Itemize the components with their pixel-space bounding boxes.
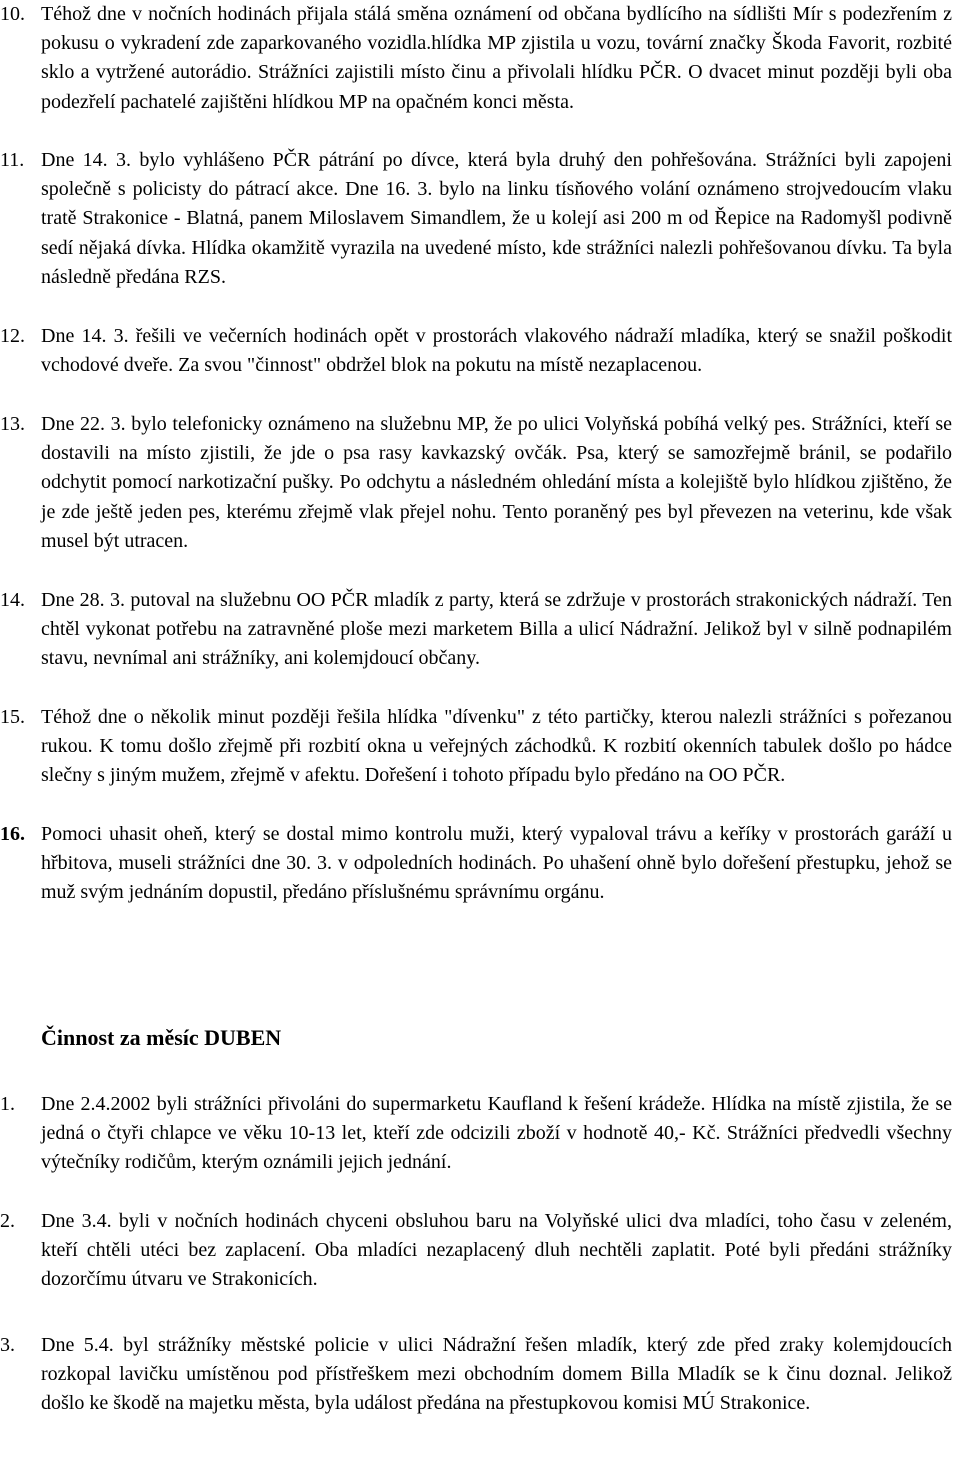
item-text: Dne 5.4. byl strážníky městské policie v ulici Nádražní řešen mladík, který zde před zraky kolemjdoucích rozkopal lavičku umístěnou pod přístřeškem mezi obchodním domem Billa Mladík se k činu doznal. Jelikož došlo ke škodě na majetku města, byla událost předána na přestupkovou komisi MÚ Strakonice.	[41, 1334, 952, 1415]
item-number: 13.	[0, 413, 25, 435]
item-text: Pomoci uhasit oheň, který se dostal mimo kontrolu muži, který vypaloval trávu a keříky v prostorách garáží u hřbitova, museli strážníci dne 30. 3. v odpoledních hodinách. Po uhašení ohně bylo dořešení přestupku, jehož se muž svým jednáním dopustil, předáno příslušnému správnímu orgánu.	[41, 823, 952, 904]
item-number: 14.	[0, 589, 25, 611]
item-number: 3.	[0, 1334, 15, 1356]
list-item-14	[0, 586, 952, 674]
item-text: Dne 3.4. byli v nočních hodinách chyceni obsluhou baru na Volyňské ulici dva mladíci, toho času v zeleném, kteří chtěli utéci bez zaplacení. Oba mladíci nezaplacený dluh nechtěli zaplatit. Poté byli předáni strážníky dozorčímu útvaru ve Strakonicích.	[41, 1210, 952, 1291]
list-item-15	[0, 703, 952, 791]
list-item-13	[0, 410, 952, 556]
list-item-10	[0, 0, 952, 117]
item-number: 10.	[0, 3, 25, 25]
item-text: Dne 14. 3. bylo vyhlášeno PČR pátrání po dívce, která byla druhý den pohřešována. Strážníci byli zapojeni společně s policisty do pátrací akce. Dne 16. 3. bylo na linku tísňového volání oznámeno strojvedoucím vlaku tratě Strakonice - Blatná, panem Miloslavem Simandlem, že u kolejí asi 200 m od Řepice na Radomyšl podivně sedí nějaká dívka. Hlídka okamžitě vyrazila na uvedené místo, kde strážníci nalezli pohřešovanou dívku. Ta byla následně předána RZS.	[41, 149, 952, 288]
item-text: Dne 14. 3. řešili ve večerních hodinách opět v prostorách vlakového nádraží mladíka, který se snažil poškodit vchodové dveře. Za svou "činnost" obdržel blok na pokutu na místě nezaplacenou.	[41, 325, 952, 377]
item-number: 11.	[0, 149, 25, 171]
list-item-12	[0, 322, 952, 380]
item-number: 16.	[0, 823, 25, 845]
list-item-duben-1	[0, 1090, 952, 1178]
item-text: Dne 22. 3. bylo telefonicky oznámeno na služebnu MP, že po ulici Volyňská pobíhá velký pes. Strážníci, kteří se dostavili na místo zjistili, že jde o psa rasy kavkazský ovčák. Psa, který se samozřejmě bránil, se podařilo odchytit pomocí narkotizační pušky. Po odchytu a následném ohledání místa a kolejiště bylo hlídkou zjištěno, že je zde ještě jeden pes, kterému zřejmě vlak přejel nohu. Tento poraněný pes byl převezen na veterinu, kde však musel být utracen.	[41, 413, 952, 552]
list-item-duben-3	[0, 1331, 952, 1419]
item-text: Dne 2.4.2002 byli strážníci přivoláni do supermarketu Kaufland k řešení krádeže. Hlídka na místě zjistila, že se jedná o čtyři chlapce ve věku 10-13 let, kteří zde odcizili zboží v hodnotě 40,- Kč. Strážníci předvedli všechny výtečníky rodičům, kterým oznámili jejich jednání.	[41, 1093, 952, 1174]
item-text: Dne 28. 3. putoval na služebnu OO PČR mladík z party, která se zdržuje v prostorách strakonických nádraží. Ten chtěl vykonat potřebu na zatravněné ploše mezi marketem Billa a ulicí Nádražní. Jelikož byl v silně podnapilém stavu, nevnímal ani strážníky, ani kolemjdoucí občany.	[41, 589, 952, 670]
item-number: 2.	[0, 1210, 15, 1232]
list-item-16	[0, 820, 952, 908]
item-text: Téhož dne v nočních hodinách přijala stálá směna oznámení od občana bydlícího na sídlišti Mír s podezřením z pokusu o vykradení zde zaparkovaného vozidla.hlídka MP zjistila u vozu, tovární značky Škoda Favorit, rozbité sklo a vytržené autorádio. Strážníci zajistili místo činu a přivolali hlídku PČR. O dvacet minut později byli oba podezřelí pachatelé zajištěni hlídkou MP na opačném konci města.	[41, 3, 952, 113]
item-number: 15.	[0, 706, 25, 728]
list-item-duben-2	[0, 1207, 952, 1295]
item-text: Téhož dne o několik minut později řešila hlídka "dívenku" z této partičky, kterou nalezli strážníci s pořezanou rukou. K tomu došlo zřejmě při rozbití okna u veřejných záchodků. K rozbití okenních tabulek došlo po hádce slečny s jiným mužem, zřejmě v afektu. Dořešení i tohoto případu bylo předáno na OO PČR.	[41, 706, 952, 787]
item-number: 1.	[0, 1093, 15, 1115]
section-heading: Činnost za měsíc DUBEN	[41, 1025, 282, 1050]
item-number: 12.	[0, 325, 25, 347]
list-item-11	[0, 146, 952, 292]
